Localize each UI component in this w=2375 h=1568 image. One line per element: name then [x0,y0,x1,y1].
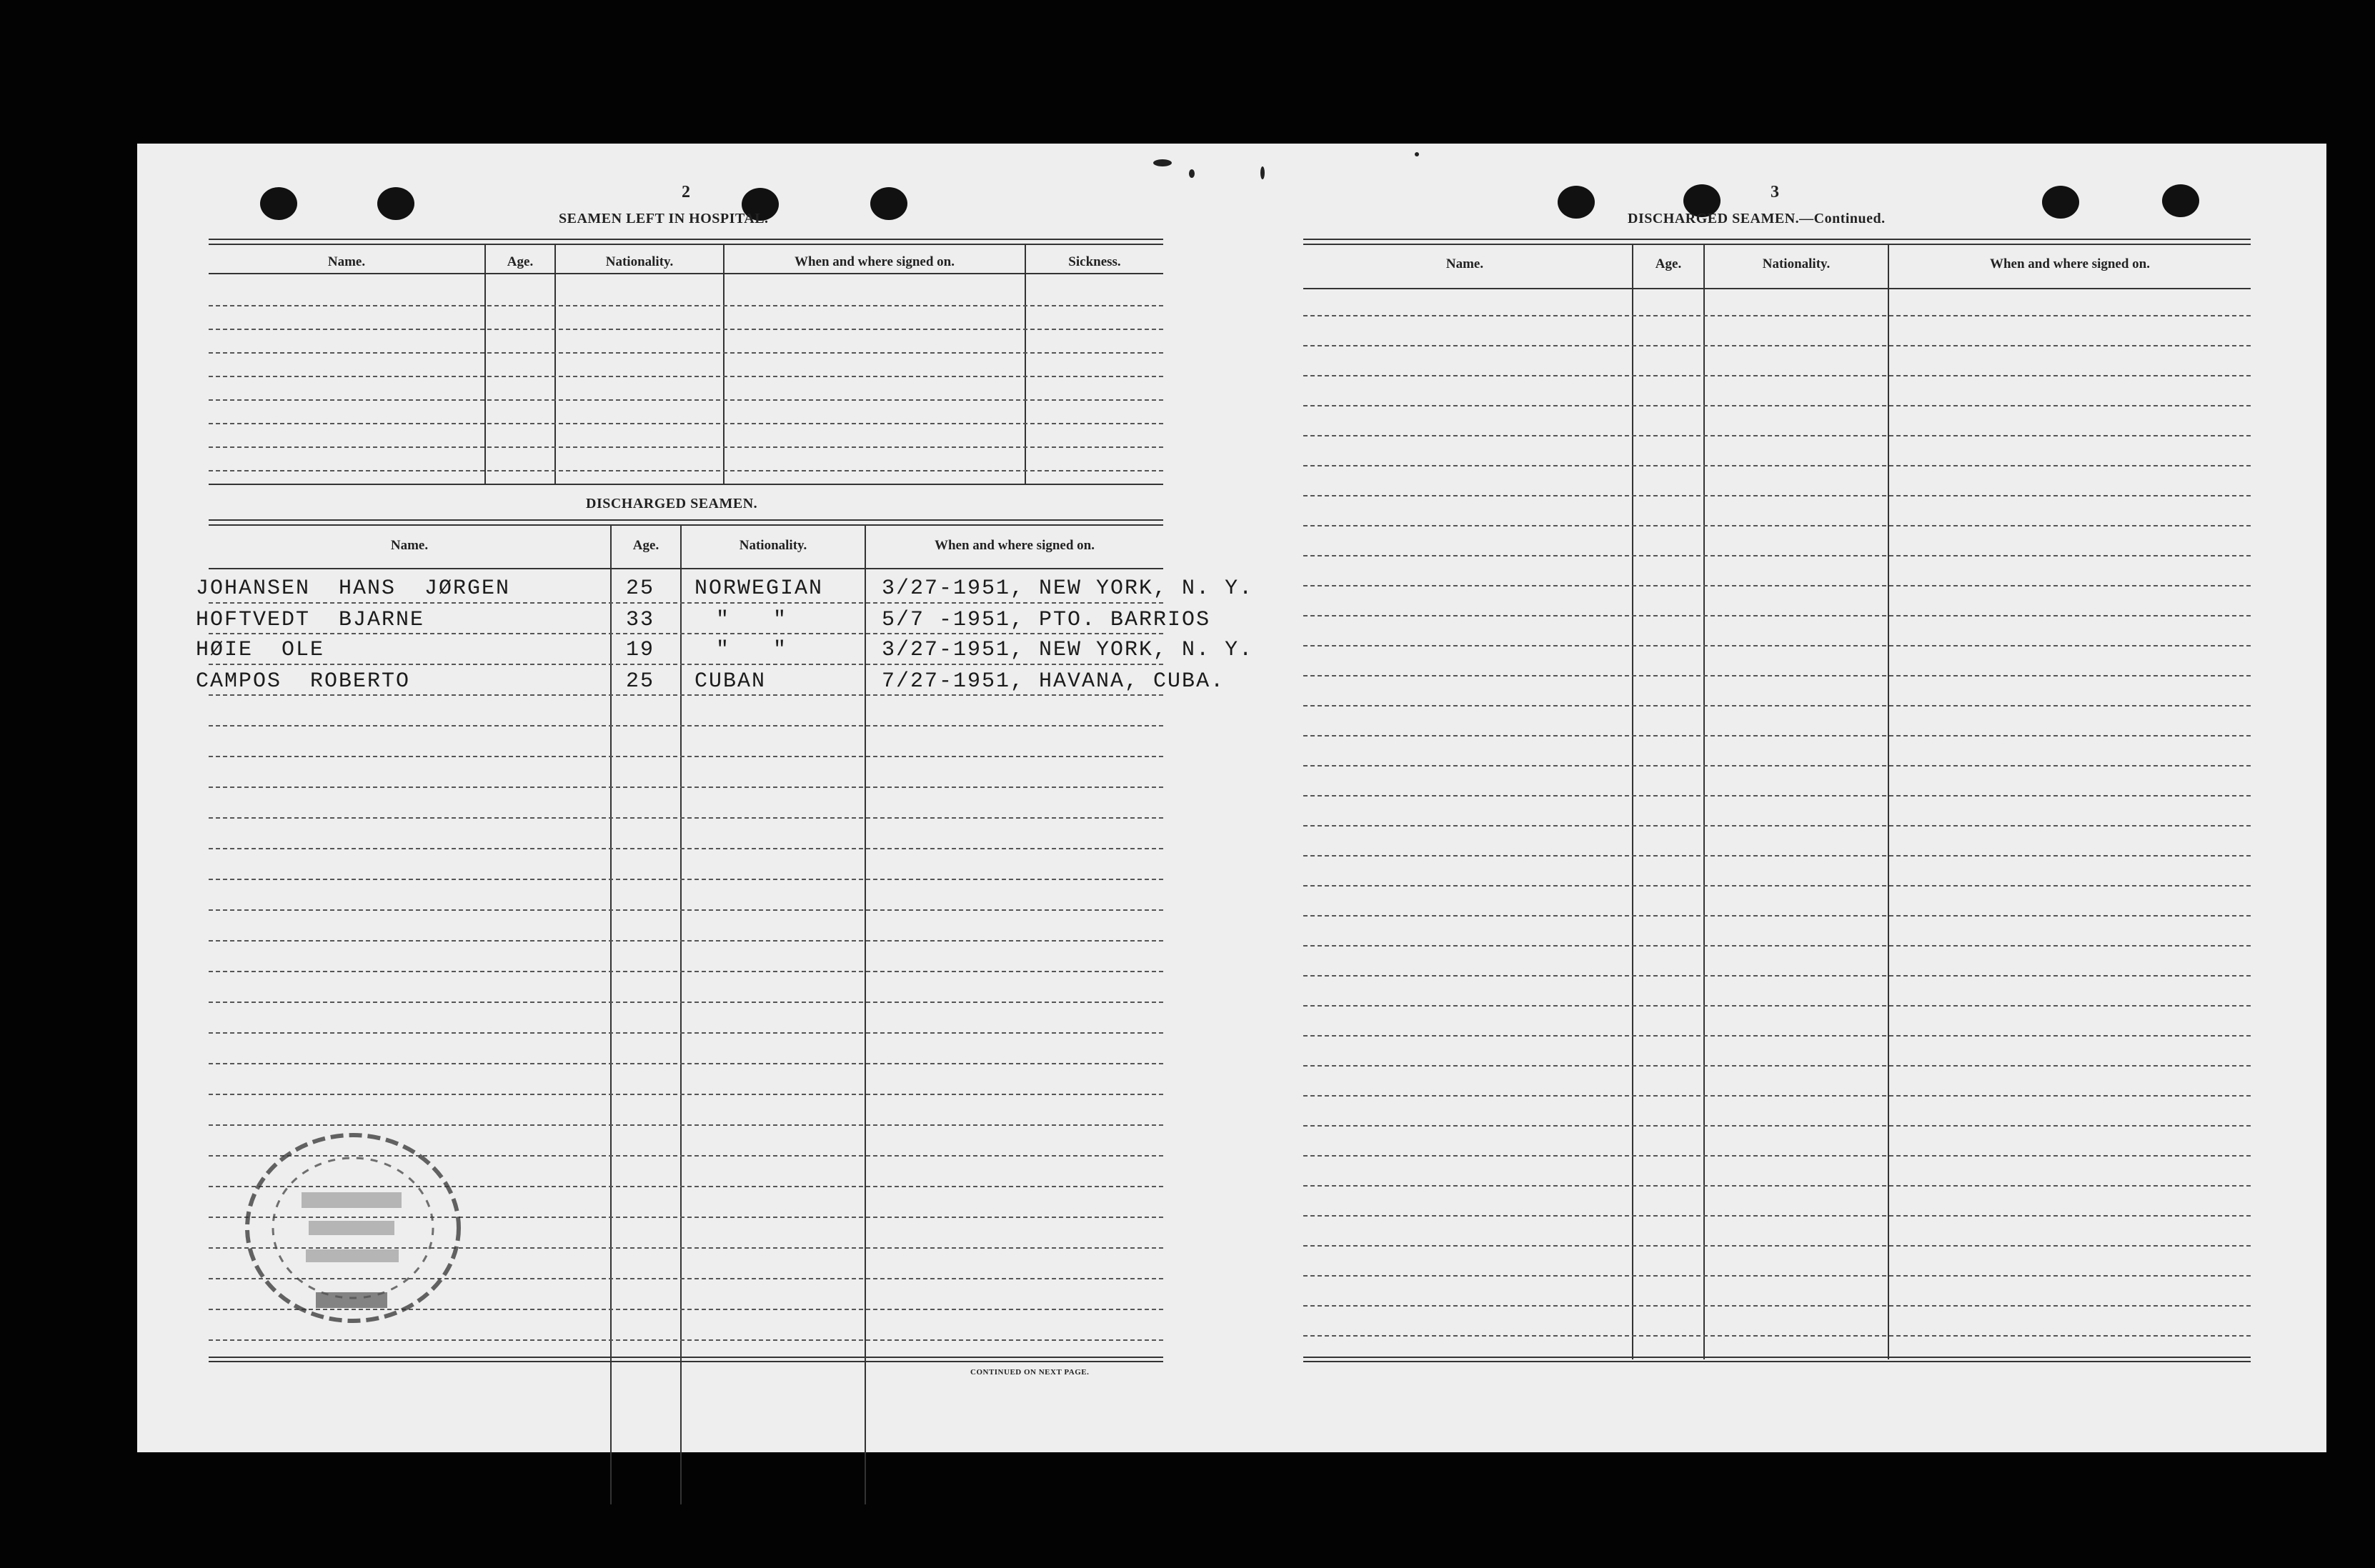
ruled-line [1303,1305,2251,1307]
ruled-line [209,725,1163,726]
rule [1303,239,2251,240]
punch-hole [2162,184,2199,217]
ruled-line [209,633,1163,634]
rule [209,244,1163,245]
hospital-col-sickness: Sickness. [1068,254,1121,269]
punch-hole [2042,186,2079,219]
column-divider [554,244,556,485]
hospital-section-title: SEAMEN LEFT IN HOSPITAL. [559,211,769,226]
seaman-age: 25 [626,576,655,601]
rule [209,1361,1163,1362]
ruled-line [209,879,1163,880]
rule [209,1357,1163,1358]
seaman-nationality: CUBAN [694,669,767,694]
ruled-line [1303,825,2251,827]
ruled-line [1303,1335,2251,1337]
seaman-signed-on: 3/27-1951, NEW YORK, N. Y. [882,638,1254,662]
right-col-name: Name. [1445,256,1484,271]
discharged-col-nationality: Nationality. [739,538,807,553]
ruled-line [1303,405,2251,406]
seaman-name: HØIE OLE [196,638,325,662]
rule [209,239,1163,240]
ruled-line [1303,315,2251,316]
seaman-signed-on: 3/27-1951, NEW YORK, N. Y. [882,576,1254,601]
ruled-line [1303,1125,2251,1127]
ruled-line [1303,1215,2251,1217]
seaman-name: HOFTVEDT BJARNE [196,608,425,632]
ruled-line [209,1094,1163,1095]
ruled-line [209,1032,1163,1034]
ruled-line [209,602,1163,604]
seaman-name: CAMPOS ROBERTO [196,669,411,694]
column-divider [484,244,486,485]
ruled-line [1303,465,2251,466]
ink-speck [1189,169,1195,178]
ruled-line [1303,765,2251,766]
hospital-col-name: Name. [327,254,366,269]
column-divider [723,244,725,485]
seaman-nationality: " " [716,608,788,632]
ruled-line [209,694,1163,696]
rule [209,568,1163,569]
ruled-line [209,1339,1163,1341]
rule [209,484,1163,485]
ruled-line [1303,885,2251,887]
ruled-line [209,756,1163,757]
hospital-col-age: Age. [507,254,534,269]
ruled-line [1303,1035,2251,1037]
right-col-nationality: Nationality. [1762,256,1831,271]
right-section-title: DISCHARGED SEAMEN.—Continued. [1628,211,1886,226]
official-stamp [237,1121,473,1335]
ink-speck [1260,166,1265,179]
ruled-line [209,1063,1163,1064]
ruled-line [1303,375,2251,376]
ruled-line [1303,1275,2251,1277]
seaman-nationality: NORWEGIAN [694,576,824,601]
rule [209,273,1163,274]
rule [1303,1361,2251,1362]
ruled-line [1303,525,2251,526]
ink-speck [1153,159,1172,166]
punch-hole [1558,186,1595,219]
punch-hole [260,187,297,220]
page-number-right: 3 [1771,183,1779,201]
document-sheet [137,144,2326,1452]
seaman-age: 33 [626,608,655,632]
seaman-age: 19 [626,638,655,662]
rule [209,524,1163,526]
page-number-left: 2 [682,183,690,201]
ruled-line [209,817,1163,819]
ruled-line [1303,705,2251,706]
ruled-line [209,1002,1163,1003]
seaman-signed-on: 5/7 -1951, PTO. BARRIOS [882,608,1211,632]
ruled-line [209,664,1163,665]
discharged-col-signed-on: When and where signed on. [934,538,1095,553]
ink-speck [1415,152,1419,156]
ruled-line [1303,1245,2251,1247]
ruled-line [1303,855,2251,857]
ruled-line [1303,915,2251,917]
right-col-age: Age. [1655,256,1682,271]
ruled-line [209,787,1163,788]
ruled-line [1303,1065,2251,1067]
discharged-col-name: Name. [390,538,429,553]
rule [1303,288,2251,289]
ruled-line [1303,1005,2251,1007]
ruled-line [209,909,1163,911]
ruled-line [209,848,1163,849]
column-divider [1888,244,1889,1359]
rule [1303,244,2251,245]
rule [1303,1357,2251,1358]
ruled-line [1303,945,2251,947]
column-divider [1025,244,1026,485]
ruled-line [1303,735,2251,736]
ruled-line [1303,1155,2251,1157]
column-divider [1632,244,1633,1359]
ruled-line [1303,495,2251,496]
ruled-line [1303,345,2251,346]
discharged-section-title: DISCHARGED SEAMEN. [586,496,758,511]
rule [209,519,1163,521]
ruled-line [1303,1095,2251,1097]
ruled-line [1303,555,2251,556]
hospital-col-signed-on: When and where signed on. [794,254,955,269]
ruled-line [1303,675,2251,676]
seaman-age: 25 [626,669,655,694]
right-col-signed-on: When and where signed on. [1989,256,2150,271]
ruled-line [1303,615,2251,616]
punch-hole [377,187,414,220]
ruled-line [1303,435,2251,436]
seaman-nationality: " " [716,638,788,662]
ruled-line [1303,645,2251,646]
ruled-line [209,971,1163,972]
punch-hole [870,187,907,220]
ruled-line [1303,975,2251,977]
ruled-line [209,940,1163,942]
hospital-col-nationality: Nationality. [605,254,674,269]
ruled-line [1303,585,2251,586]
continued-note: CONTINUED ON NEXT PAGE. [970,1368,1090,1377]
column-divider [1703,244,1705,1359]
ruled-line [1303,795,2251,797]
seaman-name: JOHANSEN HANS JØRGEN [196,576,511,601]
ruled-line [1303,1185,2251,1187]
seaman-signed-on: 7/27-1951, HAVANA, CUBA. [882,669,1225,694]
discharged-col-age: Age. [632,538,659,553]
